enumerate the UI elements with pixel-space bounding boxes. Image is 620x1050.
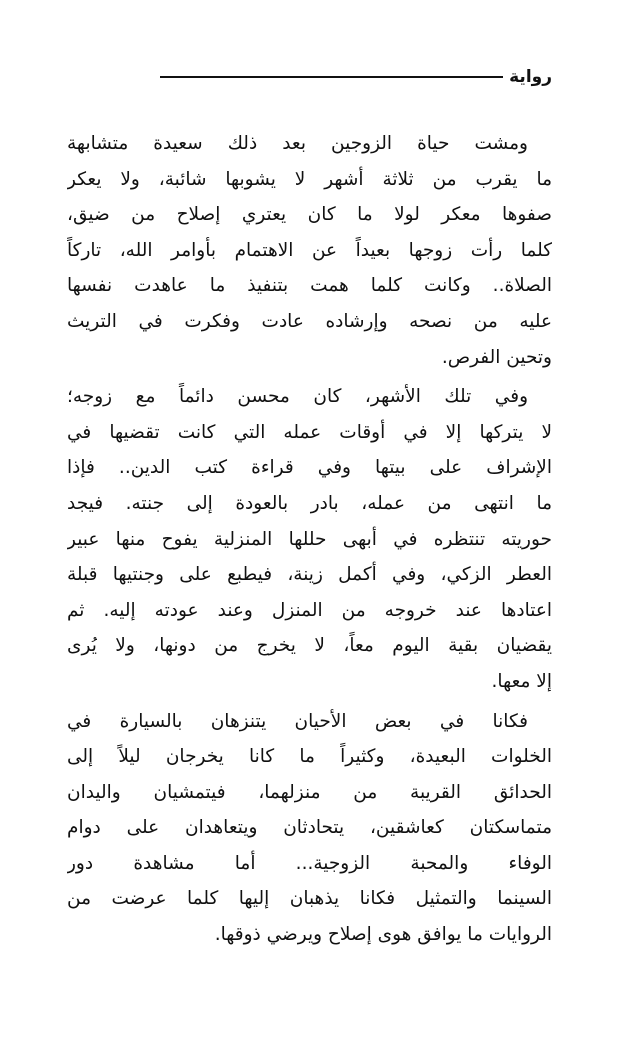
text-line: ما يقرب من ثلاثة أشهر لا يشوبها شائبة، ولا يعكر [67, 168, 552, 190]
text-line: عليه من نصحه وإرشاده عادت وفكرت في التريث [67, 310, 552, 332]
text-line: الحدائق القريبة من منزلهما، فيتمشيان واليدان [67, 781, 552, 803]
text-line: ما انتهى من عمله، بادر بالعودة إلى جنته. فيجد [67, 492, 552, 514]
paragraph-1 [67, 126, 552, 375]
header-rule [160, 76, 503, 78]
text-line: حوريته تنتظره في أبهى حللها المنزلية يفوح منها عبير [67, 528, 552, 550]
text-line: صفوها معكر لولا ما كان يعتري إصلاح من ضيق، [67, 204, 552, 226]
text-line: الإشراف على بيتها وفي قراءة كتب الدين.. فإذا [67, 457, 552, 479]
text-line: الوفاء والمحبة الزوجية... أما مشاهدة دور [67, 852, 552, 874]
running-header [160, 62, 552, 92]
body-text [67, 126, 552, 953]
header-title: رواية [509, 67, 552, 87]
text-line: وتحين الفرص. [441, 346, 552, 368]
text-line: الروايات ما يوافق هوى إصلاح ويرضي ذوقها. [214, 924, 552, 946]
text-line: السينما والتمثيل فكانا يذهبان إليها كلما عرضت من [67, 888, 552, 910]
text-line: الخلوات البعيدة، وكثيراً ما كانا يخرجان ليلاً إلى [67, 746, 552, 768]
text-line: وفي تلك الأشهر، كان محسن دائماً مع زوجه؛ [67, 386, 528, 408]
text-line: ومشت حياة الزوجين بعد ذلك سعيدة متشابهة [67, 133, 528, 154]
text-line: كلما رأت زوجها بعيداً عن الاهتمام بأوامر الله، تاركاً [67, 239, 552, 261]
text-line: متماسكتان كعاشقين، يتحادثان ويتعاهدان على دوام [67, 817, 552, 839]
text-line: لا يتركها إلا في أوقات عمله التي كانت تقضيها في [67, 421, 552, 443]
paragraph-2 [67, 379, 552, 699]
text-line: الصلاة.. وكانت كلما همت بتنفيذ ما عاهدت نفسها [67, 275, 552, 297]
text-line: فكانا في بعض الأحيان يتنزهان بالسيارة في [67, 710, 528, 732]
text-line: إلا معها. [491, 670, 552, 692]
paragraph-3 [67, 704, 552, 953]
text-line: يقضيان بقية اليوم معاً، لا يخرج من دونها، ولا يُرى [67, 635, 552, 657]
text-line: العطر الزكي، وفي أكمل زينة، فيطبع على وجنتيها قبلة [67, 564, 552, 586]
text-line: اعتادها عند خروجه من المنزل وعند عودته إليه. ثم [67, 599, 552, 621]
